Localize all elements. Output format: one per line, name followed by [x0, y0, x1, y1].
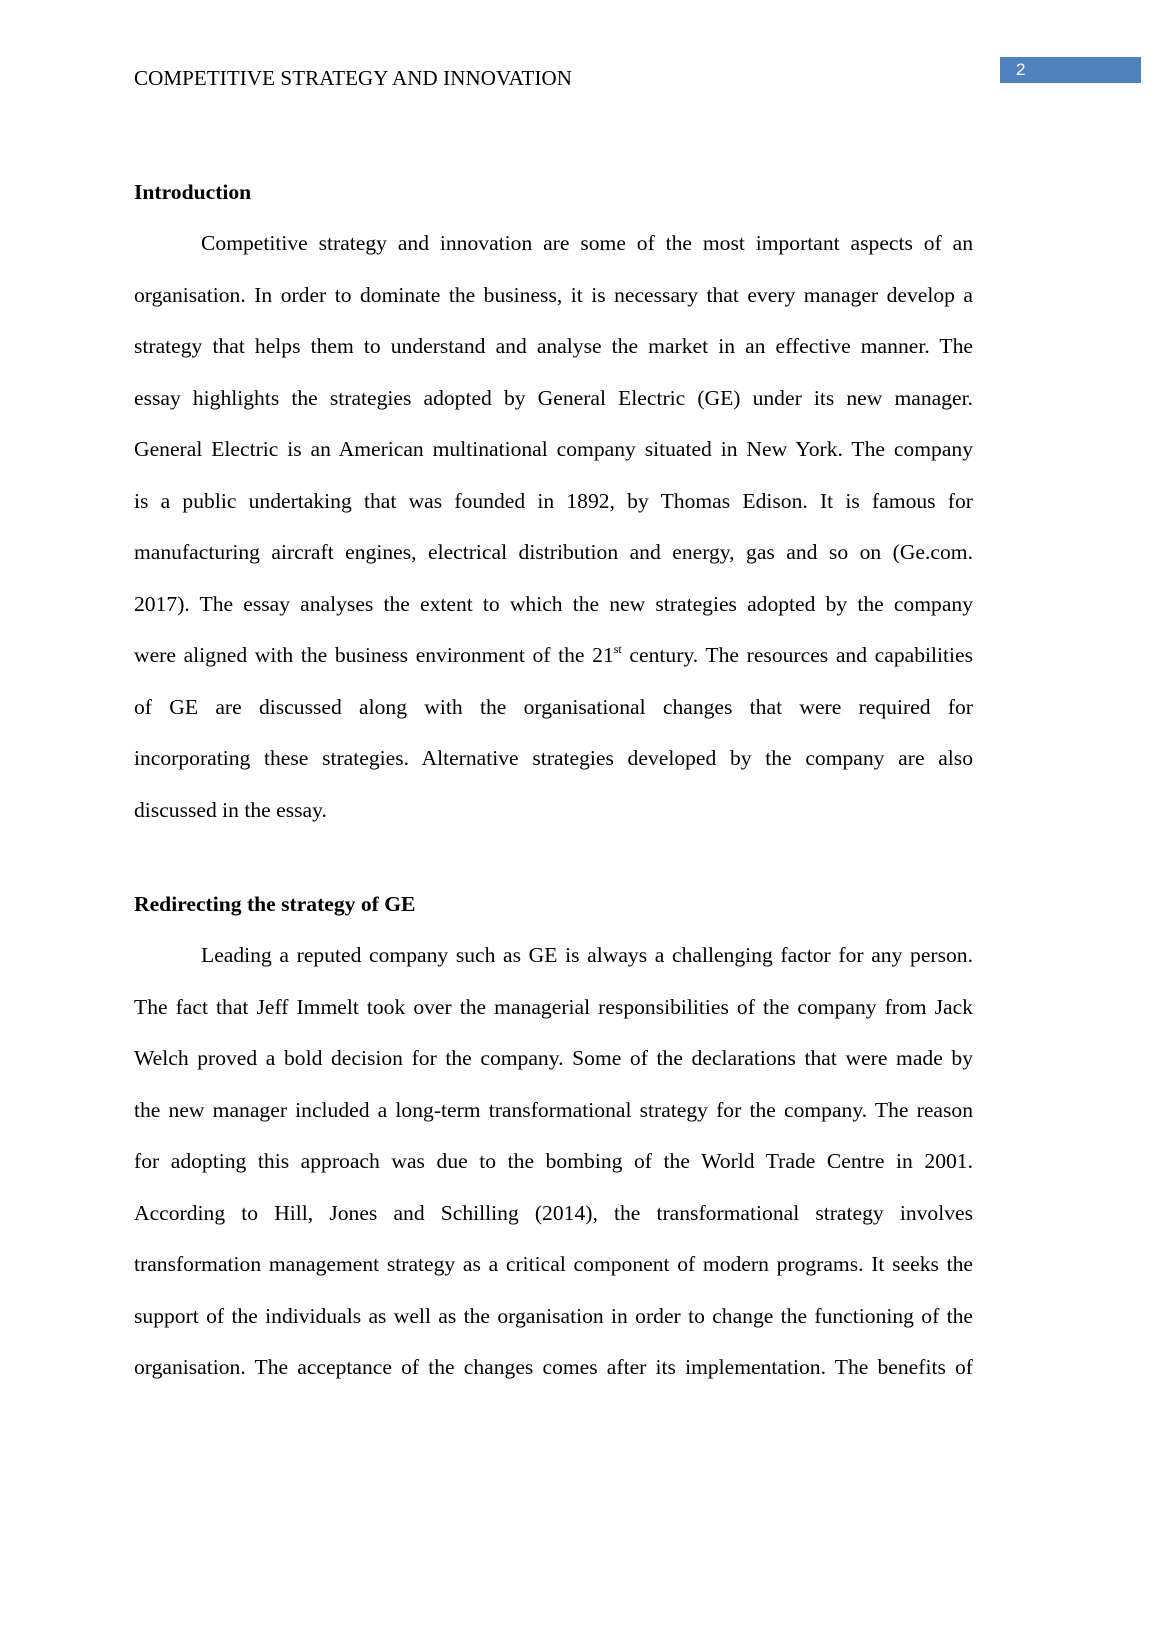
- text-line: manufacturing aircraft engines, electrical distribution and energy, gas and so on (Ge.com.: [134, 540, 973, 564]
- text-line: According to Hill, Jones and Schilling (2014), the transformational strategy involves: [134, 1200, 973, 1225]
- section-redirecting-strategy: [134, 878, 973, 1394]
- text-line: Leading a reputed company such as GE is always a challenging factor for any person.: [201, 943, 973, 967]
- text-line: organisation. The acceptance of the changes comes after its implementation. The benefits of: [134, 1355, 973, 1379]
- text-line: 2017). The essay analyses the extent to which the new strategies adopted by the company: [134, 591, 973, 616]
- text-line: of GE are discussed along with the organisational changes that were required for: [134, 694, 973, 719]
- text-part: century. The resources and capabilities: [621, 643, 973, 667]
- section-heading: Redirecting the strategy of GE: [134, 892, 416, 916]
- text-line: for adopting this approach was due to the bombing of the World Trade Centre in 2001.: [134, 1149, 973, 1173]
- text-line: transformation management strategy as a critical component of modern programs. It seeks the: [134, 1252, 973, 1276]
- text-line: Competitive strategy and innovation are some of the most important aspects of an: [201, 231, 973, 255]
- text-line: The fact that Jeff Immelt took over the managerial responsibilities of the company from Jack: [134, 994, 973, 1019]
- text-line: Welch proved a bold decision for the company. Some of the declarations that were made by: [134, 1046, 973, 1070]
- running-header: COMPETITIVE STRATEGY AND INNOVATION: [134, 66, 573, 90]
- superscript: st: [613, 642, 622, 656]
- page-number-badge: 2: [1000, 57, 1141, 83]
- text-line: the new manager included a long-term transformational strategy for the company. The reason: [134, 1097, 973, 1122]
- text-line: strategy that helps them to understand and analyse the market in an effective manner. The: [134, 334, 973, 358]
- text-line: is a public undertaking that was founded in 1892, by Thomas Edison. It is famous for: [134, 488, 973, 513]
- section-heading: Introduction: [134, 180, 252, 204]
- text-line: incorporating these strategies. Alternative strategies developed by the company are also: [134, 746, 973, 770]
- text-line-with-superscript: [134, 630, 973, 682]
- text-line: General Electric is an American multinational company situated in New York. The company: [134, 437, 973, 461]
- text-line: organisation. In order to dominate the business, it is necessary that every manager develop a: [134, 282, 973, 307]
- section-introduction: [134, 166, 973, 836]
- text-line: support of the individuals as well as the organisation in order to change the functioning of the: [134, 1303, 973, 1328]
- text-line: discussed in the essay.: [134, 797, 327, 822]
- text-part: were aligned with the business environment of the 21: [134, 643, 614, 667]
- text-line: essay highlights the strategies adopted by General Electric (GE) under its new manager.: [134, 385, 973, 410]
